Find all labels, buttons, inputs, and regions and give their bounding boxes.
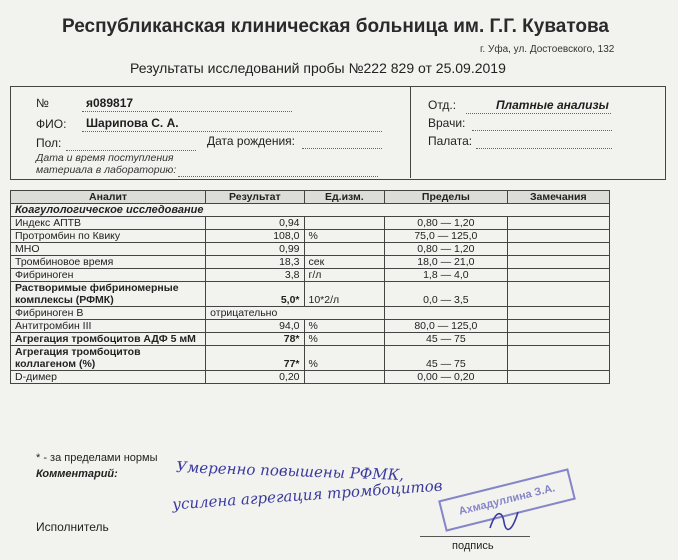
remarks-cell — [507, 333, 609, 346]
sex-label: Пол: — [36, 136, 62, 150]
table-row — [11, 282, 610, 307]
remarks-cell — [507, 371, 609, 384]
result-value: 77* — [206, 346, 304, 371]
received-label-1: Дата и время поступления — [36, 152, 174, 164]
range-value: 80,0 — 125,0 — [385, 320, 507, 333]
result-value: 108,0 — [206, 230, 304, 243]
fio-label: ФИО: — [36, 117, 67, 131]
unit-value: сек — [304, 256, 385, 269]
unit-value: % — [304, 333, 385, 346]
dotline — [476, 148, 612, 149]
range-value: 45 — 75 — [385, 346, 507, 371]
result-value: 94,0 — [206, 320, 304, 333]
analyte-name: Растворимые фибриномерные комплексы (РФМК) — [11, 282, 206, 307]
remarks-cell — [507, 282, 609, 307]
analyte-name: Тромбиновое время — [11, 256, 206, 269]
analyte-name: Протромбин по Квику — [11, 230, 206, 243]
remarks-cell — [507, 320, 609, 333]
signature-scribble — [486, 506, 522, 534]
table-row — [11, 269, 610, 282]
range-value: 0,80 — 1,20 — [385, 217, 507, 230]
table-header-row — [11, 191, 610, 204]
dotline — [82, 131, 382, 132]
dept-value: Платные анализы — [496, 98, 609, 112]
section-title: Коагулологическое исследование — [11, 204, 610, 217]
table-row — [11, 230, 610, 243]
dotline — [66, 150, 196, 151]
table-row — [11, 307, 610, 320]
dotline — [302, 148, 382, 149]
unit-value — [304, 243, 385, 256]
analyte-name: Фибриноген — [11, 269, 206, 282]
results-title: Результаты исследований пробы №222 829 от 25.09.2019 — [130, 60, 506, 76]
unit-value: % — [304, 320, 385, 333]
result-value: 5,0* — [206, 282, 304, 307]
table-row — [11, 333, 610, 346]
analyte-name: Индекс АПТВ — [11, 217, 206, 230]
dept-label: Отд.: — [428, 98, 457, 112]
unit-value — [304, 217, 385, 230]
section-row — [11, 204, 610, 217]
doctors-label: Врачи: — [428, 116, 466, 130]
remarks-cell — [507, 256, 609, 269]
unit-value: % — [304, 346, 385, 371]
range-value: 0,00 — 0,20 — [385, 371, 507, 384]
analyte-name: Фибриноген B — [11, 307, 206, 320]
handwritten-comment-line-2: усилена агрегация тромбоцитов — [171, 476, 444, 514]
table-row — [11, 256, 610, 269]
results-table — [10, 190, 610, 384]
range-value: 0,80 — 1,20 — [385, 243, 507, 256]
range-value: 0,0 — 3,5 — [385, 282, 507, 307]
result-value: 3,8 — [206, 269, 304, 282]
patient-box-divider — [410, 86, 411, 178]
dotline — [472, 130, 612, 131]
unit-value: г/л — [304, 269, 385, 282]
received-label-2: материала в лабораторию: — [36, 164, 177, 176]
sample-number-value: я089817 — [86, 96, 134, 110]
table-row — [11, 217, 610, 230]
col-header-result: Результат — [206, 191, 304, 204]
dotline — [466, 113, 611, 114]
table-row — [11, 243, 610, 256]
result-value: 0,94 — [206, 217, 304, 230]
result-value: 0,20 — [206, 371, 304, 384]
result-value: 18,3 — [206, 256, 304, 269]
analyte-name: МНО — [11, 243, 206, 256]
sample-number-label: № — [36, 96, 49, 110]
executor-label: Исполнитель — [36, 520, 109, 534]
range-value: 18,0 — 21,0 — [385, 256, 507, 269]
signature-line — [420, 536, 530, 537]
result-value: 0,99 — [206, 243, 304, 256]
remarks-cell — [507, 269, 609, 282]
unit-value: 10*2/л — [304, 282, 385, 307]
col-header-unit: Ед.изм. — [304, 191, 385, 204]
dotline — [82, 111, 292, 112]
analyte-name: D-димер — [11, 371, 206, 384]
remarks-cell — [507, 230, 609, 243]
range-value — [385, 307, 507, 320]
dob-label: Дата рождения: — [207, 134, 295, 148]
col-header-analyte: Аналит — [11, 191, 206, 204]
analyte-name: Агрегация тромбоцитов АДФ 5 мМ — [11, 333, 206, 346]
comment-label: Комментарий: — [36, 468, 118, 480]
fio-value: Шарипова С. А. — [86, 116, 179, 130]
table-row — [11, 371, 610, 384]
remarks-cell — [507, 217, 609, 230]
dotline — [178, 176, 378, 177]
table-row — [11, 346, 610, 371]
table-row — [11, 320, 610, 333]
handwritten-comment-line-1: Умеренно повышены РФМК, — [175, 458, 405, 484]
hospital-name: Республиканская клиническая больница им. Г.Г. Куватова — [62, 16, 609, 37]
doctor-stamp: Ахмадуллина З.А. — [438, 468, 576, 531]
unit-value: % — [304, 230, 385, 243]
range-value: 45 — 75 — [385, 333, 507, 346]
result-value: 78* — [206, 333, 304, 346]
unit-value — [304, 371, 385, 384]
remarks-cell — [507, 346, 609, 371]
result-value: отрицательно — [206, 307, 385, 320]
out-of-range-note: * - за пределами нормы — [36, 452, 158, 464]
ward-label: Палата: — [428, 134, 473, 148]
signature-label: подпись — [452, 540, 494, 552]
range-value: 1,8 — 4,0 — [385, 269, 507, 282]
hospital-address: г. Уфа, ул. Достоевского, 132 — [480, 44, 615, 55]
col-header-remarks: Замечания — [507, 191, 609, 204]
col-header-range: Пределы — [385, 191, 507, 204]
remarks-cell — [507, 307, 609, 320]
analyte-name: Агрегация тромбоцитов коллагеном (%) — [11, 346, 206, 371]
analyte-name: Антитромбин III — [11, 320, 206, 333]
range-value: 75,0 — 125,0 — [385, 230, 507, 243]
remarks-cell — [507, 243, 609, 256]
